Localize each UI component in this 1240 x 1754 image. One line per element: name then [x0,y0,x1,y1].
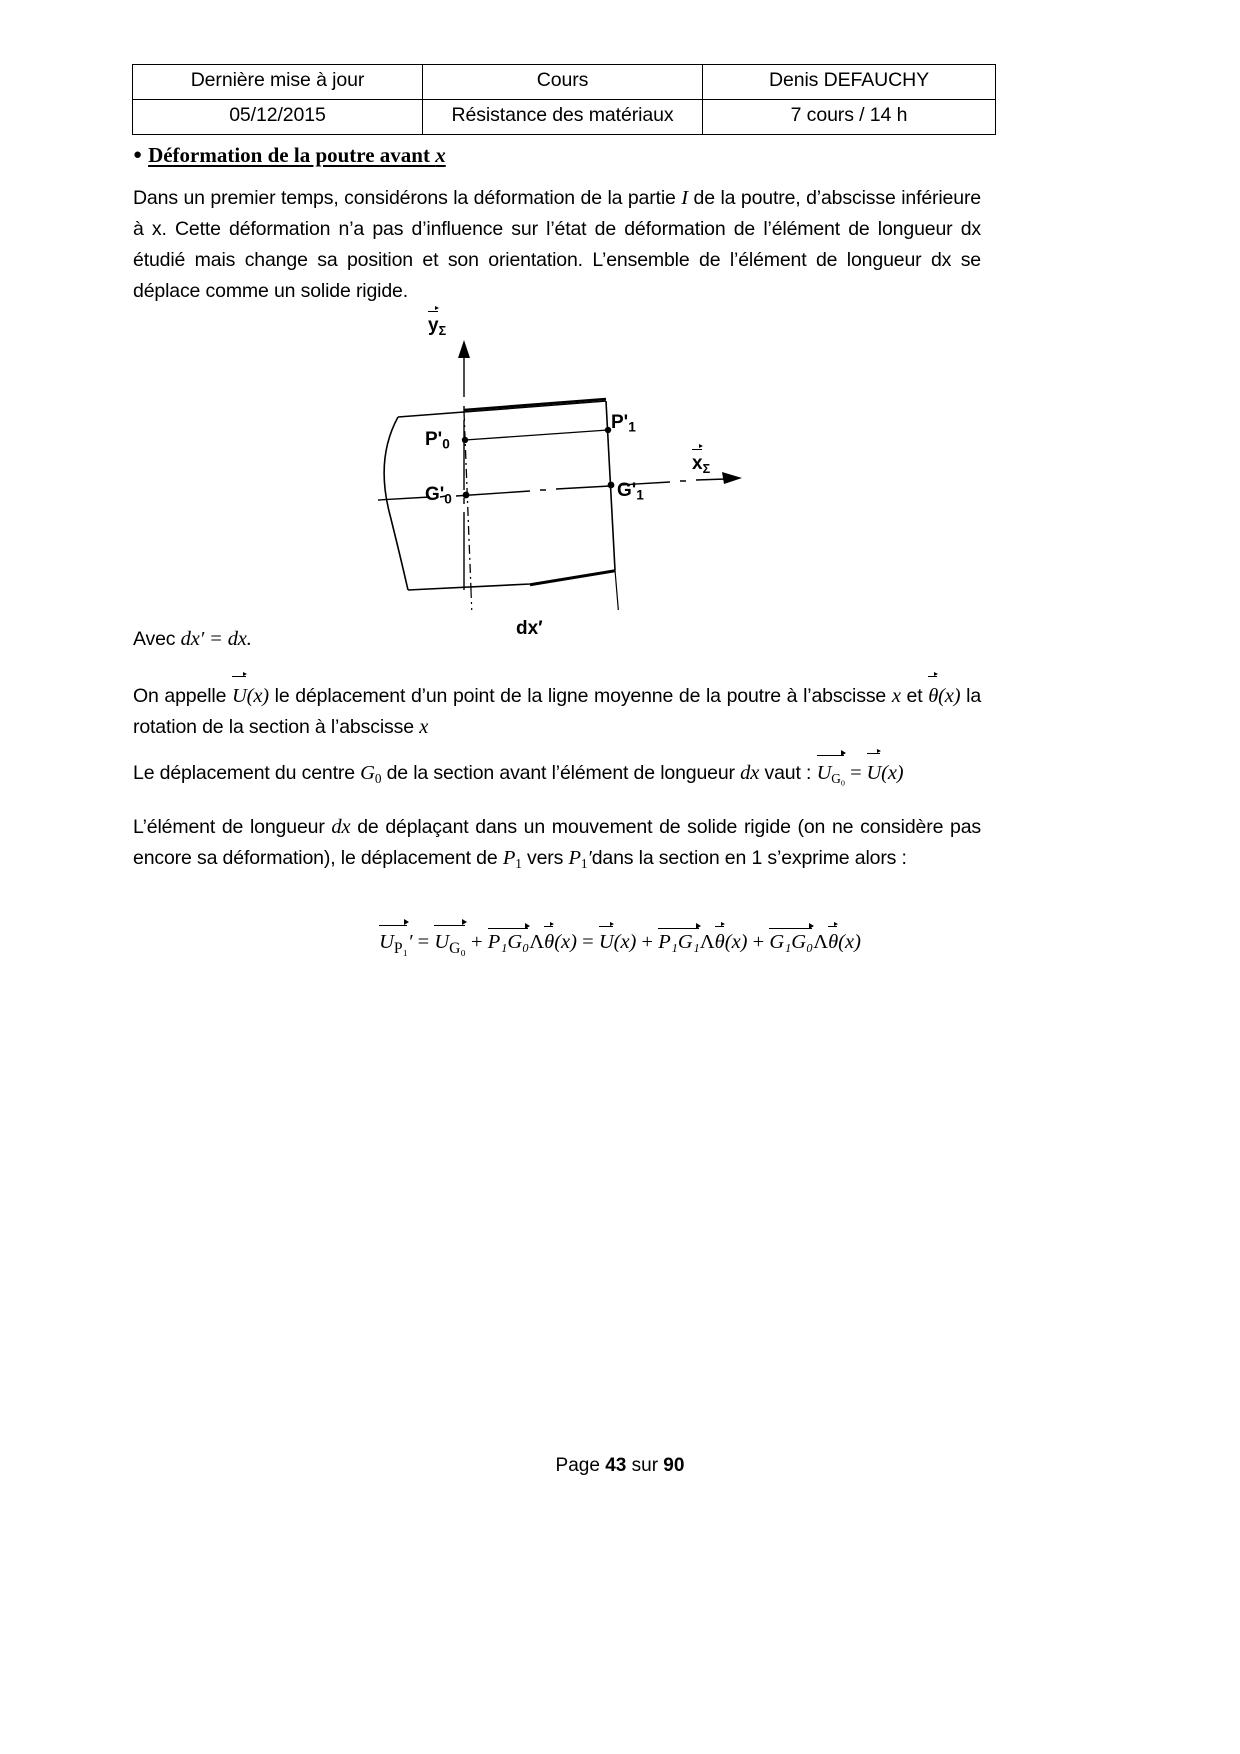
deplacement-UG0-index: G₀ [831,771,846,787]
section-heading-text: Déformation de la poutre avant [148,143,436,167]
element-P1b: P [568,847,581,869]
element-P1b-prime: ′ [587,847,592,869]
footer-prefix: Page [555,1455,606,1476]
header-cell-author: Denis DEFAUCHY [703,65,996,100]
header-cell-course-name: Résistance des matériaux [423,99,703,134]
on-appelle-x1: x [891,685,901,707]
footer-page-number: 43 [605,1455,627,1476]
axis-y-subscript: Σ [438,323,447,338]
dimension-dx-label: dx′ [516,618,543,639]
point-P1-label [611,412,636,434]
point-P0-label [425,429,450,451]
bullet-icon: ● [133,146,143,163]
point-G1-index: 1 [636,487,644,503]
point-P1-letter: P' [611,412,629,433]
displayed-equation [0,925,1240,958]
header-cell-last-update-label: Dernière mise à jour [133,65,423,100]
footer-middle: sur [626,1455,664,1476]
axis-x-label [692,452,710,476]
axis-x-subscript: Σ [702,461,711,476]
paragraph-intro-part-b: de la poutre, d’abscisse inférieure à x. Cette déformation n’a pas d’influence sur l’état de déformation de l’élément de longueur dx étudié mais change sa position et son orientation. L’ensemble de l’élément de longueur dx se déplace comme un solide rigide. [133,187,981,302]
header-cell-course-label: Cours [423,65,703,100]
eq-UG0-letter: U [434,931,450,953]
deplacement-part-a: Le déplacement du centre [133,762,361,784]
deplacement-part-c: vaut : [759,762,817,784]
eq-UP1-index: P₁ [393,940,409,957]
eq-equals-2: = [577,931,599,953]
table-row [133,65,996,100]
dimension-dx [471,570,620,610]
on-appelle-et: et [900,685,929,707]
axis-y-arrowhead [458,340,470,358]
beam-deformation-figure [370,300,770,639]
eq-UP1-letter: U [379,931,394,953]
table-row [133,99,996,134]
eq-Ux-arg: (x) [613,931,637,953]
header-cell-last-update-date: 05/12/2015 [133,99,423,134]
deplacement-Ux-vector: U [867,757,882,789]
eq-Ux-vector: U [598,931,614,953]
point-G0-marker [463,492,470,499]
point-P0-letter: P' [425,429,443,450]
page-footer [0,1455,1240,1477]
axis-y-vector-symbol: y [428,315,439,336]
eq-wedge-2: Λ [699,931,715,953]
deplacement-G: G [360,762,375,784]
eq-plus-1: + [465,931,488,953]
deplacement-UG0-vector [817,755,846,794]
deplacement-dx: dx [740,762,760,784]
header-cell-course-count: 7 cours / 14 h [703,99,996,134]
eq-P1G0-vector: P₁G₀ [488,928,530,954]
paragraph-on-appelle [133,680,981,743]
beam-outline [384,399,615,590]
on-appelle-theta-arg: (x) [938,685,961,707]
paragraph-avec [133,624,981,655]
deplacement-G-index: 0 [374,771,382,787]
on-appelle-x2: x [419,716,429,738]
element-part-c: dans la section en 1 s’exprime alors : [591,847,907,869]
axis-x-arrowhead [722,472,742,484]
point-G0-index: 0 [444,491,452,507]
eq-G1G0-vector: G₁G₀ [769,928,813,954]
point-P1-index: 1 [628,419,636,435]
point-G1-label [617,480,644,502]
eq-theta-3-vector: θ [828,931,839,953]
on-appelle-part-a: On appelle [133,685,232,707]
on-appelle-U-arg: (x) [246,685,269,707]
on-appelle-part-c: la rotation de la section à l’abscisse [133,685,982,738]
eq-theta-1-arg: (x) [554,931,577,953]
on-appelle-theta-vector: θ [928,680,938,712]
header-table [132,64,996,135]
eq-UP1-prime: ′ [408,931,413,953]
axis-x-vector-symbol: x [692,453,703,474]
eq-theta-3-arg: (x) [838,931,861,953]
point-P0-marker [462,437,468,443]
eq-theta-2-vector: θ [714,931,725,953]
eq-theta-1-vector: θ [544,931,555,953]
eq-UP1-vector [379,925,408,958]
element-P1: P [502,847,516,869]
section-heading [133,143,446,168]
eq-wedge-1: Λ [529,931,545,953]
section-heading-variable: x [435,143,446,167]
eq-theta-2-arg: (x) [724,931,748,953]
eq-P1G1-vector: P₁G₁ [658,928,700,954]
eq-wedge-3: Λ [813,931,829,953]
point-G1-marker [608,482,615,489]
on-appelle-U-vector: U [232,680,247,712]
element-part-a: L’élément de longueur [133,816,332,838]
paragraph-element-longueur [133,812,981,879]
point-G1-letter: G' [617,480,637,501]
element-dx: dx [331,816,351,838]
deplacement-UG0-letter: U [816,762,832,784]
paragraph-avec-prefix: Avec [133,628,181,650]
axis-y-label [428,314,446,338]
eq-UG0-index: G₀ [449,940,466,957]
eq-equals-1: = [412,931,435,953]
element-P1b-index: 1 [580,856,588,872]
paragraph-intro-symbol-I: I [681,187,688,209]
point-G0-letter: G' [425,484,445,505]
deplacement-Ux-arg: (x) [881,762,904,784]
element-part-b: de déplaçant dans un mouvement de solide rigide (on ne considère pas encore sa déformation), le déplacement de [133,816,981,869]
deplacement-equals: = [845,762,867,784]
on-appelle-part-b: le déplacement d’un point de la ligne moyenne de la poutre à l’abscisse [268,685,892,707]
paragraph-deplacement-centre [133,755,981,794]
footer-total-pages: 90 [663,1455,685,1476]
p0-p1-line [465,430,608,440]
element-P1-index: 1 [515,856,522,872]
element-vers: vers [521,847,569,869]
point-P0-index: 0 [442,436,450,452]
paragraph-avec-equation: dx′ = dx. [180,628,252,650]
paragraph-intro-part-a: Dans un premier temps, considérons la déformation de la partie [133,187,682,209]
paragraph-intro [133,183,981,307]
eq-UG0-vector [434,925,466,958]
eq-plus-3: + [747,931,770,953]
point-G0-label [425,484,452,506]
deplacement-part-b: de la section avant l’élément de longueur [381,762,741,784]
eq-plus-2: + [636,931,659,953]
